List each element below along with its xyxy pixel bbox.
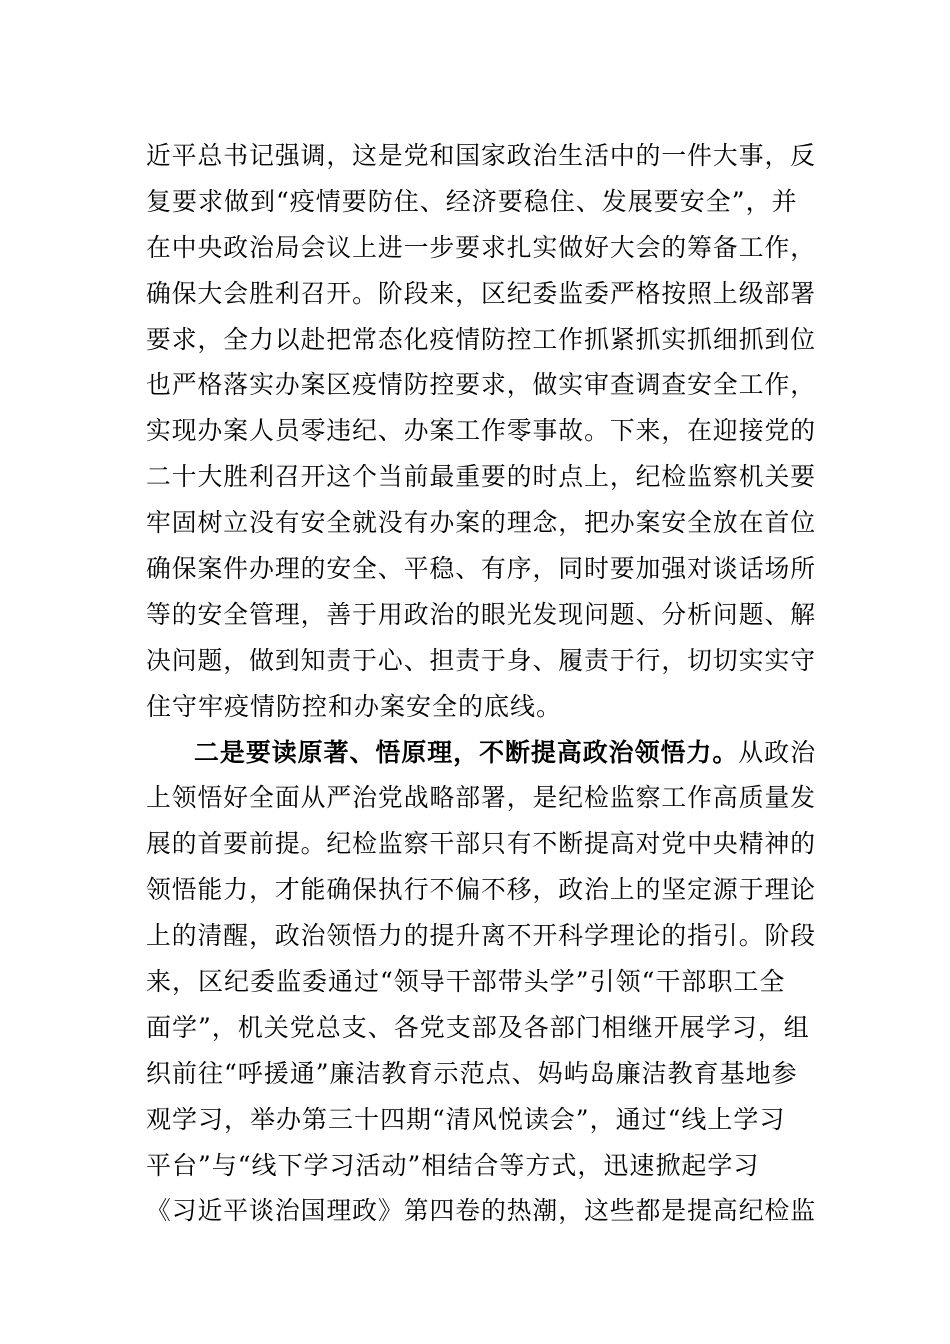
body-text	[146, 133, 816, 1234]
text-line: 实现办案人员零违纪、办案工作零事故。下来，在迎接党的	[146, 416, 817, 446]
text-line: 要求，全力以赴把常态化疫情防控工作抓紧抓实抓细抓到位	[146, 324, 817, 354]
text-line: 面学”，机关党总支、各党支部及各部门相继开展学习，组	[146, 1012, 810, 1042]
text-line: 上领悟好全面从严治党战略部署，是纪检监察工作高质量发	[146, 783, 817, 813]
text-line: 确保案件办理的安全、平稳、有序，同时要加强对谈话场所	[146, 554, 817, 584]
text-line: 复要求做到“疫情要防住、经济要稳住、发展要安全”，并	[146, 186, 798, 216]
paragraph-first-line	[146, 730, 816, 776]
text-line: 在中央政治局会议上进一步要求扎实做好大会的筹备工作，	[146, 232, 817, 262]
text-line: 决问题，做到知责于心、担责于身、履责于行，切切实实守	[146, 645, 817, 675]
text-line: 也严格落实办案区疫情防控要求，做实审查调查安全工作，	[146, 370, 817, 400]
text-line: 确保大会胜利召开。阶段来，区纪委监委严格按照上级部署	[146, 278, 817, 308]
text-line: 《习近平谈治国理政》第四卷的热潮，这些都是提高纪检监	[146, 1196, 817, 1226]
paragraph-1	[146, 133, 816, 730]
text-line: 展的首要前提。纪检监察干部只有不断提高对党中央精神的	[146, 829, 817, 859]
text-line: 平台”与“线下学习活动”相结合等方式，迅速掀起学习	[146, 1150, 760, 1180]
text-line: 织前往“呼援通”廉洁教育示范点、妈屿岛廉洁教育基地参	[146, 1058, 798, 1088]
text-line: 观学习，举办第三十四期“清风悦读会”，通过“线上学习	[146, 1104, 786, 1134]
section-heading: 二是要读原著、悟原理，不断提高政治领悟力。	[194, 737, 739, 767]
text-line: 住守牢疫情防控和办案安全的底线。	[146, 691, 563, 721]
text-line: 牢固树立没有安全就没有办案的理念，把办案安全放在首位	[146, 508, 817, 538]
text-run: 从政治	[738, 737, 817, 767]
text-line: 二十大胜利召开这个当前最重要的时点上，纪检监察机关要	[146, 462, 817, 492]
text-line: 近平总书记强调，这是党和国家政治生活中的一件大事，反	[146, 141, 817, 170]
text-line: 领悟能力，才能确保执行不偏不移，政治上的坚定源于理论	[146, 875, 817, 905]
text-line: 来，区纪委监委通过“领导干部带头学”引领“干部职工全	[146, 967, 786, 997]
paragraph-2	[146, 730, 816, 1235]
text-line: 上的清醒，政治领悟力的提升离不开科学理论的指引。阶段	[146, 921, 817, 951]
text-line: 等的安全管理，善于用政治的眼光发现问题、分析问题、解	[146, 599, 817, 629]
